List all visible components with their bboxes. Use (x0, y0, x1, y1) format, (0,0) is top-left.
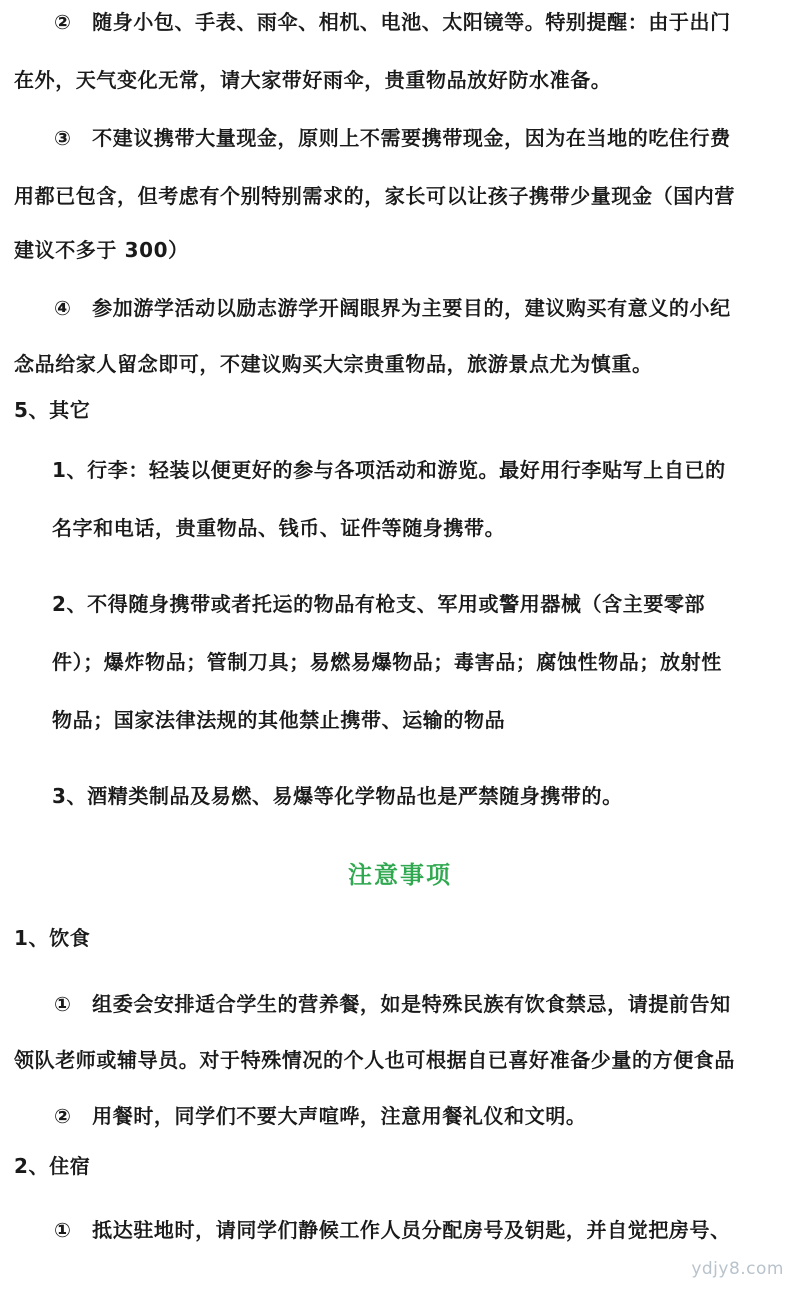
section-heading-notes: 注意事项 (348, 861, 452, 889)
other-item-2-prohibited-cont-2: 物品；国家法律法规的其他禁止携带、运输的物品 (52, 708, 506, 732)
notes-1-food: 1、饮食 (14, 926, 91, 950)
item-3-cash-cont-2: 建议不多于 300） (14, 238, 189, 262)
notes-2-lodging: 2、住宿 (14, 1154, 91, 1178)
item-3-cash-cont: 用都已包含，但考虑有个别特别需求的，家长可以让孩子携带少量现金（国内营 (14, 184, 735, 208)
watermark: ydjy8.com (691, 1259, 784, 1279)
other-item-1-luggage: 1、行李：轻装以便更好的参与各项活动和游览。最好用行李贴写上自已的 (52, 458, 726, 482)
food-item-1-meals-cont: 领队老师或辅导员。对于特殊情况的个人也可根据自已喜好准备少量的方便食品 (14, 1048, 735, 1072)
item-2-carry-bag-cont: 在外，天气变化无常，请大家带好雨伞，贵重物品放好防水准备。 (14, 68, 612, 92)
section-5-other: 5、其它 (14, 398, 91, 422)
other-item-3-chemicals: 3、酒精类制品及易燃、易爆等化学物品也是严禁随身携带的。 (52, 784, 623, 808)
lodging-item-1-arrival: ① 抵达驻地时，请同学们静候工作人员分配房号及钥匙，并自觉把房号、 (54, 1218, 731, 1242)
item-4-souvenir: ④ 参加游学活动以励志游学开阔眼界为主要目的，建议购买有意义的小纪 (54, 296, 731, 320)
item-2-carry-bag: ② 随身小包、手表、雨伞、相机、电池、太阳镜等。特别提醒：由于出门 (54, 10, 731, 34)
other-item-2-prohibited-cont: 件）；爆炸物品；管制刀具；易燃易爆物品；毒害品；腐蚀性物品；放射性 (52, 650, 722, 674)
food-item-1-meals: ① 组委会安排适合学生的营养餐，如是特殊民族有饮食禁忌，请提前告知 (54, 992, 731, 1016)
other-item-2-prohibited: 2、不得随身携带或者托运的物品有枪支、军用或警用器械（含主要零部 (52, 592, 706, 616)
food-item-2-etiquette: ② 用餐时，同学们不要大声喧哗，注意用餐礼仪和文明。 (54, 1104, 587, 1128)
item-3-cash: ③ 不建议携带大量现金，原则上不需要携带现金，因为在当地的吃住行费 (54, 126, 731, 150)
item-4-souvenir-cont: 念品给家人留念即可，不建议购买大宗贵重物品，旅游景点尤为慎重。 (14, 352, 653, 376)
other-item-1-luggage-cont: 名字和电话，贵重物品、钱币、证件等随身携带。 (52, 516, 506, 540)
